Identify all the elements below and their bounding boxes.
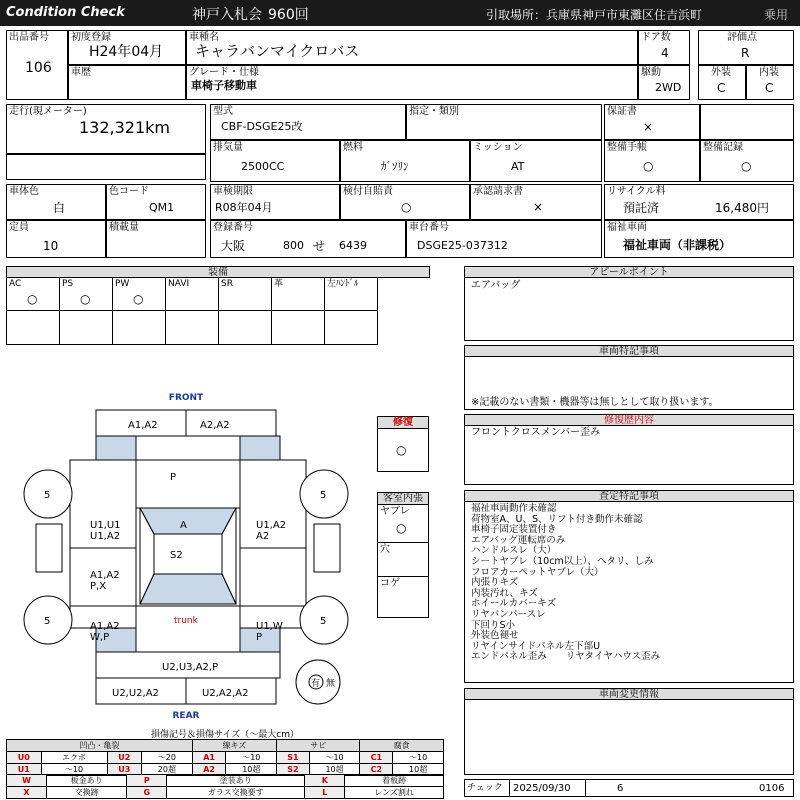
equipment-blank-cell — [324, 310, 378, 345]
legend-group: 凹凸・亀裂 — [7, 740, 193, 752]
doors-label: ドア数 — [641, 32, 671, 43]
grade-box — [186, 65, 638, 100]
inspection-line: 車椅子固定装置付き — [471, 524, 557, 536]
mileage: 132,321km — [79, 118, 171, 137]
mission-label: ミッション — [473, 142, 523, 153]
legend-desc: 交換跡 — [47, 787, 127, 799]
center-code: S2 — [170, 550, 183, 561]
footer-divider-1 — [509, 780, 510, 796]
legend-desc: 板金あり — [47, 775, 127, 787]
appeal-title: アピールポイント — [464, 266, 794, 278]
load-box — [106, 220, 206, 258]
exterior-box — [698, 65, 746, 100]
legend-code: K — [305, 775, 345, 787]
capacity-label: 定員 — [9, 222, 29, 233]
reg-kana: せ — [313, 239, 326, 253]
inspection-box — [464, 501, 794, 683]
inspection-expiry: R08年04月 — [215, 201, 273, 214]
right-front-code-2: A2 — [256, 531, 270, 542]
warranty: × — [643, 120, 654, 134]
grade-label: グレード・仕様 — [189, 67, 259, 78]
score-box — [698, 30, 794, 65]
rear-left-bumper-code: U2,U2,A2 — [112, 688, 159, 699]
repair-box — [377, 428, 429, 472]
equipment-label: SR — [221, 279, 233, 289]
cabin-tear-value: ○ — [396, 521, 407, 535]
brand-title: Condition Check — [6, 5, 125, 20]
repair-value: ○ — [396, 443, 407, 457]
legend-code: W — [7, 775, 47, 787]
legend-title: 損傷記号＆損傷サイズ（〜最大cm） — [151, 730, 299, 740]
rear-window — [140, 574, 236, 604]
lot-number-label: 出品番号 — [9, 32, 49, 43]
legend-code: C2 — [360, 764, 393, 776]
inspection-line: リヤバンパースレ — [471, 608, 546, 620]
right-mirror — [314, 524, 340, 572]
color-code-box — [106, 184, 206, 220]
inspection-line: 外装色褪せ — [471, 630, 519, 642]
legend-code: A2 — [192, 764, 226, 776]
inspection-line: 荷物室A、U、S、リフト付き動作未確認 — [471, 513, 643, 525]
first-reg-label: 初度登録 — [71, 32, 111, 43]
repair-content-text: フロントクロスメンバー歪み — [471, 427, 601, 438]
displacement: 2500CC — [241, 160, 285, 173]
consent-box — [470, 184, 602, 220]
legend-code: C1 — [360, 752, 393, 764]
legend-group: 線キズ — [192, 740, 276, 752]
equipment-label: AC — [9, 279, 22, 289]
model-label: 型式 — [213, 106, 233, 117]
equipment-label: NAVI — [168, 279, 190, 289]
trunk-label: trunk — [174, 616, 198, 626]
equipment-value: ○ — [80, 292, 91, 306]
equipment-label: PW — [115, 279, 130, 289]
inspection-line: ハンドルスレ（大） — [471, 545, 557, 557]
legend-code: X — [7, 787, 47, 799]
footer-divider-2 — [585, 780, 586, 796]
mission-box — [470, 140, 602, 182]
warranty-extra-box — [700, 104, 794, 140]
legend-desc: エクボ — [41, 752, 107, 764]
check-label: チェック — [467, 783, 503, 793]
interior-box — [746, 65, 794, 100]
insurance: ○ — [401, 200, 412, 214]
manual: ○ — [643, 159, 654, 173]
right-rear-code-1: U1,W — [256, 621, 283, 632]
fuel-box — [340, 140, 470, 182]
equipment-blank-cell — [59, 310, 113, 345]
legend-desc: ガラス交換要す — [167, 787, 305, 799]
legend-code: U1 — [7, 764, 42, 776]
displacement-box — [210, 140, 340, 182]
rear-label: REAR — [172, 711, 200, 721]
cabin-box — [377, 504, 429, 618]
mileage-label: 走行(現メーター) — [9, 106, 87, 117]
equipment-label: 左ﾊﾝﾄﾞﾙ — [327, 279, 359, 289]
car-name: キャラバンマイクロバス — [195, 42, 360, 60]
car-diagram — [0, 388, 380, 724]
reg-num: 6439 — [339, 239, 367, 252]
tire-front-right-score: 5 — [320, 490, 327, 501]
interior: C — [765, 81, 774, 95]
equipment-cell — [271, 277, 325, 311]
inspection-line: 下回りS小 — [471, 619, 516, 631]
legend-code: G — [127, 787, 167, 799]
body-color-box — [6, 184, 106, 220]
front-left-fender-panel — [96, 436, 136, 460]
check-num: 6 — [617, 783, 624, 794]
right-rear-code-2: P — [256, 632, 263, 643]
legend-code: U2 — [107, 752, 142, 764]
legend-code: L — [305, 787, 345, 799]
front-left-bumper-code: A1,A2 — [128, 420, 158, 431]
equipment-blank-cell — [271, 310, 325, 345]
legend-code: U3 — [107, 764, 142, 776]
cabin-title: 客室内張 — [377, 492, 429, 505]
auction-name: 神戸入札会 — [192, 7, 262, 23]
tire-rear-left-score: 5 — [44, 616, 51, 627]
legend-desc: 10超 — [226, 764, 277, 776]
dash-text: 無 — [326, 679, 336, 689]
left-front-code-2: U1,A2 — [90, 531, 121, 542]
consent: × — [533, 200, 544, 214]
change-title: 車両変更情報 — [464, 688, 794, 700]
cabin-hole-label: 穴 — [380, 544, 390, 555]
left-mid-code-1: A1,A2 — [90, 570, 120, 581]
legend-desc: レンズ割れ — [345, 787, 444, 799]
legend-group: サビ — [277, 740, 360, 752]
exterior: C — [717, 81, 726, 95]
body-color: 白 — [53, 201, 66, 215]
legend-group: 腐食 — [360, 740, 444, 752]
doors-box — [638, 30, 690, 65]
recycle-fee: 16,480円 — [715, 201, 769, 215]
special-box — [464, 356, 794, 410]
legend-desc: 10超 — [393, 764, 444, 776]
rear-right-bumper-code: U2,A2,A2 — [202, 688, 249, 699]
legend-desc: 着板跡 — [345, 775, 444, 787]
roof-code: A — [180, 520, 187, 531]
chassis-label: 車台番号 — [409, 222, 449, 233]
fuel: ｶﾞｿﾘﾝ — [381, 160, 409, 173]
reg-number-box — [210, 220, 406, 258]
inspection-line: 内張りキズ — [471, 577, 519, 589]
legend-desc: 〜10 — [41, 764, 107, 776]
consent-label: 承認請求書 — [473, 186, 523, 197]
change-box — [464, 699, 794, 775]
appeal-text: エアバッグ — [471, 280, 521, 291]
exterior-label: 外装 — [711, 67, 731, 78]
equipment-label: PS — [62, 279, 74, 289]
type-box — [406, 104, 602, 140]
score-label: 評価点 — [727, 32, 757, 43]
model: CBF-DSGE25改 — [221, 120, 303, 133]
insurance-box — [340, 184, 470, 220]
inspection-expiry-box — [210, 184, 340, 220]
mission: AT — [511, 160, 525, 173]
tire-front-left-score: 5 — [44, 490, 51, 501]
inspection-lines — [471, 504, 660, 663]
grade: 車椅子移動車 — [191, 79, 257, 92]
equipment-title: 装備 — [6, 266, 430, 278]
inspection-line: 内装汚れ、キズ — [471, 587, 538, 599]
equipment-cell — [59, 277, 113, 311]
first-reg-box — [68, 30, 186, 65]
equipment-value: ○ — [133, 292, 144, 306]
left-mirror — [36, 524, 62, 572]
equipment-cell — [324, 277, 378, 311]
auction-lot: 960回 — [268, 7, 309, 23]
lot-number: 106 — [25, 60, 52, 76]
right-front-code-1: U1,A2 — [256, 520, 287, 531]
cabin-tear-label: ヤブレ — [380, 506, 410, 517]
appeal-box — [464, 277, 794, 341]
chassis-box — [406, 220, 602, 258]
special-title: 車両特記事項 — [464, 345, 794, 357]
check-date: 2025/09/30 — [513, 783, 571, 794]
welfare-status: 福祉車両（非課税） — [623, 238, 732, 252]
left-rear-code-2: W,P — [90, 632, 110, 643]
fuel-label: 燃料 — [343, 142, 363, 153]
rear-panel-code: U2,U3,A2,P — [162, 662, 219, 673]
capacity-box — [6, 220, 106, 258]
type-label: 指定・類別 — [409, 106, 459, 117]
repair-content-box — [464, 425, 794, 485]
color-code: QM1 — [149, 201, 175, 214]
legend-table — [6, 739, 444, 776]
legend-desc: 〜20 — [142, 752, 193, 764]
recycle-label: リサイクル料 — [607, 186, 666, 197]
left-rear-code-1: A1,A2 — [90, 621, 120, 632]
warranty-label: 保証書 — [607, 106, 637, 117]
category: 乗用 — [764, 8, 789, 22]
inspection-expiry-label: 車検期限 — [213, 186, 253, 197]
equipment-label: 革 — [274, 279, 284, 289]
interior-label: 内装 — [759, 67, 779, 78]
displacement-label: 排気量 — [213, 142, 243, 153]
inspection-line: ホイールカバーキズ — [471, 598, 557, 610]
mileage-box — [6, 104, 206, 154]
manual-box — [604, 140, 700, 182]
legend-desc: 塗装あり — [167, 775, 305, 787]
inspection-line: 福祉車両動作未確認 — [471, 503, 557, 514]
legend-code: A1 — [192, 752, 226, 764]
record-box — [700, 140, 794, 182]
inspection-line: シートヤブレ（10cm以上）、ヘタリ、しみ — [471, 555, 654, 567]
warranty-box — [604, 104, 700, 140]
equipment-cell — [218, 277, 272, 311]
legend-code: S1 — [277, 752, 310, 764]
legend-desc: 10超 — [309, 764, 360, 776]
car-name-label: 車種名 — [189, 32, 219, 43]
equipment-blank-cell — [218, 310, 272, 345]
repair-title: 修復 — [377, 416, 429, 429]
insurance-label: 検付自賠責 — [343, 186, 393, 197]
tire-rear-right-score: 5 — [320, 616, 327, 627]
equipment-blank-cell — [112, 310, 166, 345]
body-color-label: 車体色 — [9, 186, 39, 197]
inspection-title: 査定特記事項 — [464, 490, 794, 502]
inspection-line: フロアカーペットヤブレ（大） — [471, 566, 604, 578]
history-label: 車歴 — [71, 67, 91, 78]
equipment-grid — [6, 277, 430, 345]
legend-code: S2 — [277, 764, 310, 776]
manual-label: 整備手帳 — [607, 142, 647, 153]
equipment-blank-cell — [165, 310, 219, 345]
reg-class: 800 — [283, 239, 304, 252]
legend-desc: 〜10 — [226, 752, 277, 764]
equipment-value: ○ — [27, 292, 38, 306]
inspection-line: リヤインサイドパネル左下部U — [471, 640, 601, 652]
legend-desc: 〜10 — [393, 752, 444, 764]
legend-desc: 〜10 — [309, 752, 360, 764]
check-code: 0106 — [759, 783, 785, 794]
legend-code: P — [127, 775, 167, 787]
special-note: ※記載のない書類・機器等は無しとして取り扱います。 — [471, 397, 719, 408]
legend-code: U0 — [7, 752, 42, 764]
color-code-label: 色コード — [109, 186, 149, 197]
record: ○ — [741, 159, 752, 173]
doors: 4 — [661, 46, 669, 60]
load-label: 積載量 — [109, 222, 139, 233]
front-right-fender-panel — [240, 436, 280, 460]
left-mid-code-2: P,X — [90, 581, 107, 592]
score: R — [741, 46, 750, 60]
dash-mark: 有 — [311, 679, 321, 689]
roof-panel — [154, 534, 222, 574]
hood-code: P — [170, 472, 177, 483]
header-bar — [0, 0, 800, 26]
equipment-cell — [165, 277, 219, 311]
welfare-box — [604, 220, 794, 258]
pickup-location: 引取場所：兵庫県神戸市東灘区住吉浜町 — [486, 8, 703, 22]
history-box — [68, 65, 186, 100]
lot-number-box — [6, 30, 68, 100]
drive: 2WD — [655, 81, 682, 94]
front-right-bumper-code: A2,A2 — [200, 420, 230, 431]
capacity: 10 — [43, 239, 59, 253]
cabin-row-tear — [378, 505, 428, 543]
footer-bar — [464, 779, 794, 797]
windshield — [140, 508, 236, 534]
car-name-box — [186, 30, 638, 65]
cabin-row-burn — [378, 577, 428, 617]
legend-table-2 — [6, 774, 444, 799]
welfare-label: 福祉車両 — [607, 222, 647, 233]
front-label: FRONT — [168, 393, 204, 403]
equipment-blank-cell — [6, 310, 60, 345]
drive-label: 駆動 — [641, 67, 661, 78]
cabin-burn-label: コゲ — [380, 578, 400, 589]
reg-number-label: 登録番号 — [213, 222, 253, 233]
mileage-extra-box — [6, 154, 206, 180]
repair-content-title: 修復歴内容 — [464, 414, 794, 426]
legend-desc: 20超 — [142, 764, 193, 776]
recycle-box — [604, 184, 794, 220]
first-reg: H24年04月 — [89, 44, 164, 60]
cabin-row-hole — [378, 543, 428, 577]
drive-box — [638, 65, 690, 100]
record-label: 整備記録 — [703, 142, 743, 153]
inspection-line: エアバッグ運転席のみ — [471, 534, 566, 546]
chassis-number: DSGE25-037312 — [417, 239, 508, 252]
inspection-line: エンドパネル歪み リヤタイヤハウス歪み — [471, 651, 661, 663]
equipment-cell — [112, 277, 166, 311]
model-box — [210, 104, 406, 140]
reg-area: 大阪 — [221, 239, 246, 253]
equipment-cell — [6, 277, 60, 311]
recycle-status: 預託済 — [623, 201, 660, 215]
left-front-code-1: U1,U1 — [90, 520, 121, 531]
